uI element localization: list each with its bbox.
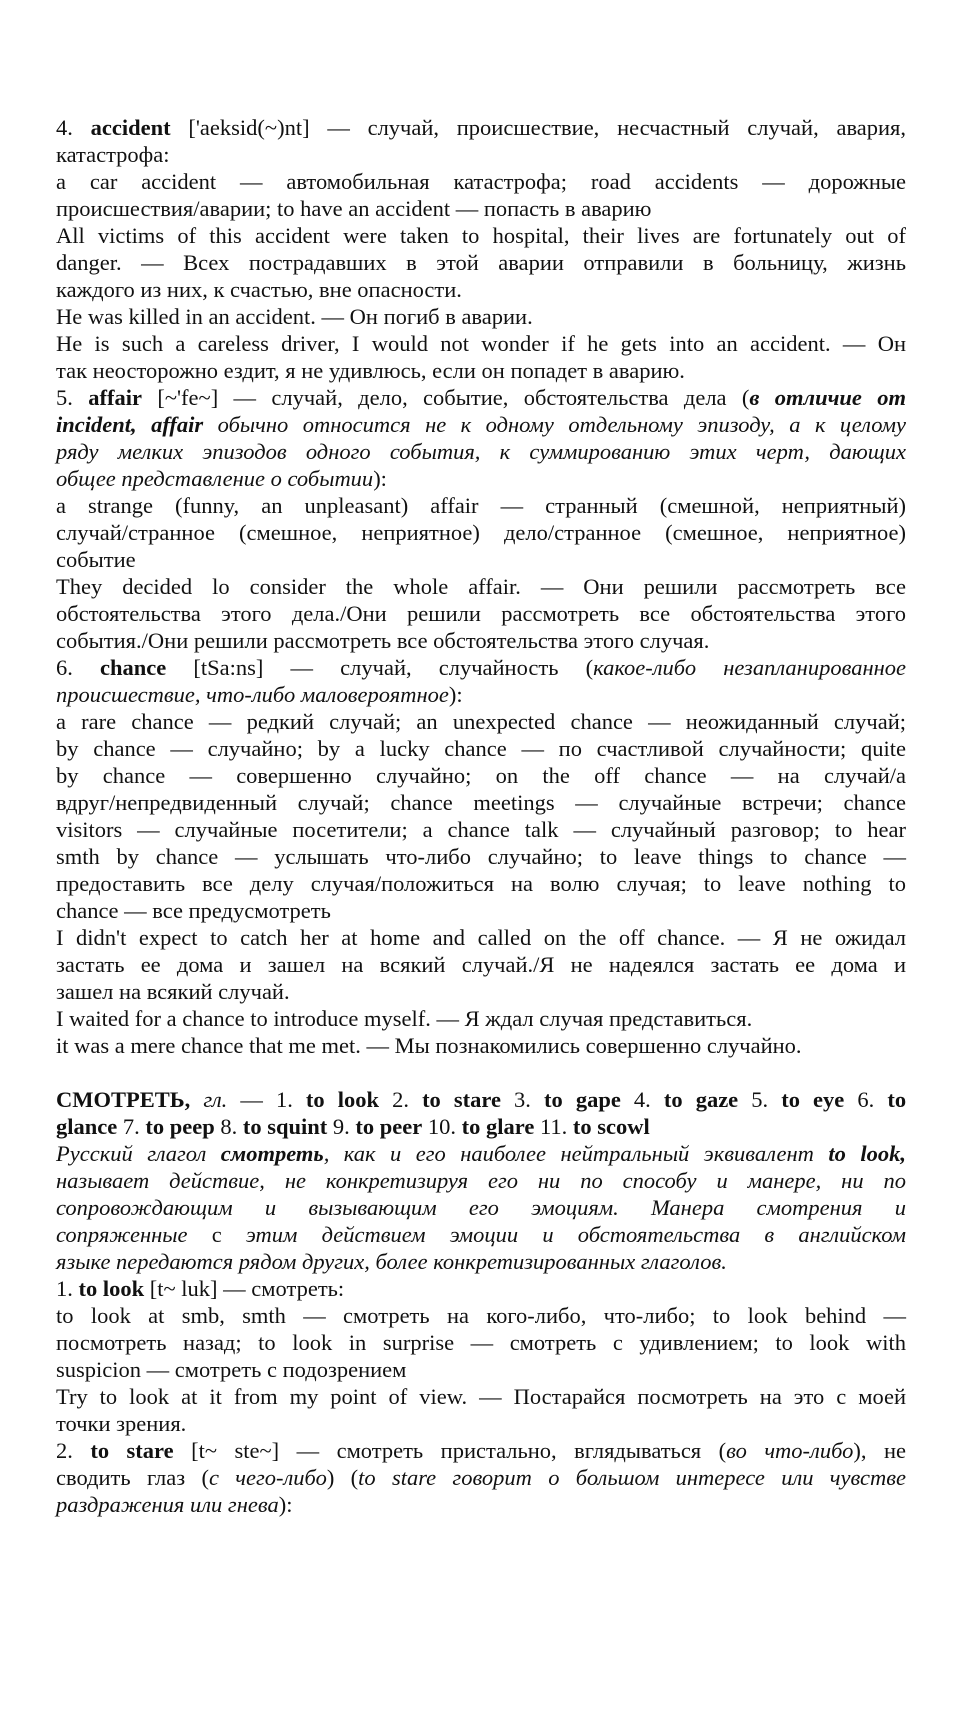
synonym-number: 7.	[117, 1114, 146, 1139]
synonym: to squint	[242, 1114, 328, 1139]
entry-to-look	[56, 1275, 906, 1437]
headword: to look	[78, 1276, 145, 1301]
intro-text: языке передаются рядом других, более конкретизированных глаголов.	[56, 1249, 727, 1274]
example-line: I didn't expect to catch her at home and called on the off chance. — Я не ожидал	[56, 925, 906, 950]
entry-number: 1.	[56, 1276, 73, 1301]
synonym-number: 10.	[422, 1114, 462, 1139]
phrase-line: случай/странное (смешное, неприятное) дело/странное (смешное, неприятное)	[56, 520, 906, 545]
usage-note: общее представление о событии	[56, 466, 374, 491]
entry-chance	[56, 654, 906, 1059]
usage-note: обычно относится не к одному отдельному эпизоду, а к целому	[203, 412, 906, 437]
example-line: They decided lo consider the whole affair. — Они решили рассмотреть все	[56, 574, 906, 599]
phrase-line: a rare chance — редкий случай; an unexpected chance — неожиданный случай;	[56, 709, 906, 734]
translation: [t~ ste~] — смотреть пристально, вглядываться (	[173, 1438, 727, 1463]
punctuation: ):	[448, 682, 463, 707]
synonym: to peer	[355, 1114, 423, 1139]
intro-text: сопровождающим и вызывающим его эмоциям. Манера смотрения и	[56, 1195, 906, 1220]
phrase-line: происшествия/аварии; to have an accident — попасть в аварию	[56, 196, 652, 221]
usage-note: какое-либо незапланированное	[593, 655, 907, 680]
intro-line	[56, 1194, 906, 1221]
entry-heading	[56, 114, 906, 141]
synonym-row	[56, 1113, 906, 1140]
example-line: danger. — Всех пострадавших в этой аварии отправили в больницу, жизнь	[56, 250, 906, 275]
headword: chance	[100, 655, 167, 680]
synonym-number: — 1.	[227, 1087, 293, 1112]
entry-number: 2.	[56, 1438, 73, 1463]
usage-note: с чего-либо	[208, 1465, 327, 1490]
usage-note: to stare говорит о большом интересе или чувстве	[358, 1465, 906, 1490]
example-line: точки зрения.	[56, 1411, 187, 1436]
entry-heading	[56, 384, 906, 411]
intro-term: смотреть	[220, 1141, 324, 1166]
entry-heading	[56, 1437, 906, 1464]
punctuation: ):	[278, 1492, 293, 1517]
usage-note: происшествие, что-либо маловероятное	[56, 682, 449, 707]
entry-number: 6.	[56, 655, 73, 680]
entry-heading	[56, 1275, 906, 1302]
translation: ), не	[853, 1438, 906, 1463]
intro-line	[56, 1167, 906, 1194]
headword: to stare	[90, 1438, 174, 1463]
intro-text: называет действие, не конкретизируя его ни по способу и манере, ни по	[56, 1168, 906, 1193]
intro-line	[56, 1221, 906, 1248]
synonym-number: 6.	[844, 1087, 888, 1112]
entry-to-stare	[56, 1437, 906, 1518]
example-line: события./Они решили рассмотреть все обстоятельства этого случая.	[56, 628, 710, 653]
usage-note: раздражения или гнева	[56, 1492, 279, 1517]
usage-note: ряду мелких эпизодов одного события, к суммированию этих черт, дающих	[56, 439, 906, 464]
intro-term: to look,	[828, 1141, 906, 1166]
synonym: to peep	[145, 1114, 215, 1139]
section-headword: СМОТРЕТЬ,	[56, 1087, 191, 1112]
example-line: He was killed in an accident. — Он погиб в аварии.	[56, 304, 533, 329]
usage-note-terms: incident, affair	[56, 412, 204, 437]
synonym: to gaze	[663, 1087, 739, 1112]
entry-affair	[56, 384, 906, 654]
synonym-number: 3.	[500, 1087, 544, 1112]
synonym: to stare	[422, 1087, 501, 1112]
synonym: to scowl	[572, 1114, 650, 1139]
entry-number: 4.	[56, 115, 73, 140]
intro-text: этим действием эмоции и обстоятельства в английском	[221, 1222, 906, 1247]
entry-number: 5.	[56, 385, 73, 410]
phrase-line: by chance — случайно; by a lucky chance — по счастливой случайности; quite	[56, 736, 906, 761]
synonym-number: 5.	[738, 1087, 782, 1112]
translation-cont: катастрофа:	[56, 142, 170, 167]
example-line: He is such a careless driver, I would not wonder if he gets into an accident. — Он	[56, 331, 906, 356]
translation: ['aeksid(~)nt] — случай, происшествие, несчастный случай, авария,	[188, 115, 907, 140]
usage-note-line	[56, 681, 906, 708]
usage-note-line	[56, 438, 906, 465]
synonym: to gape	[544, 1087, 621, 1112]
phrase-line: to look at smb, smth — смотреть на кого-либо, что-либо; to look behind —	[56, 1303, 906, 1328]
phrase-line: событие	[56, 547, 136, 572]
headword: affair	[88, 385, 142, 410]
translation: [t~ luk] — смотреть:	[144, 1276, 345, 1301]
synonym-number: 2.	[379, 1087, 423, 1112]
example-line: обстоятельства этого дела./Они решили рассмотреть все обстоятельства этого	[56, 601, 906, 626]
synonym-number: 4.	[620, 1087, 664, 1112]
entry-accident	[56, 114, 906, 384]
synonym: to eye	[781, 1087, 845, 1112]
translation: ) (	[326, 1465, 359, 1490]
intro-line	[56, 1248, 906, 1275]
translation-line	[56, 1464, 906, 1491]
usage-note: в отличие от	[749, 385, 906, 410]
intro-text: сопряженные	[56, 1222, 212, 1247]
usage-note: во что-либо	[726, 1438, 854, 1463]
intro-text: Русский глагол	[56, 1141, 221, 1166]
example-line: it was a mere chance that me met. — Мы познакомились совершенно случайно.	[56, 1033, 802, 1058]
phrase-line: предоставить все делу случая/положиться на волю случая; to leave nothing to	[56, 871, 906, 896]
synonym-number: 8.	[214, 1114, 243, 1139]
example-line: All victims of this accident were taken to hospital, their lives are fortunately out of	[56, 223, 906, 248]
example-line: Try to look at it from my point of view. — Постарайся посмотреть на это с моей	[56, 1384, 906, 1409]
example-line: застать ее дома и зашел на всякий случай./Я не надеялся застать ее дома и	[56, 952, 906, 977]
phrase-line: a strange (funny, an unpleasant) affair — странный (смешной, неприятный)	[56, 493, 906, 518]
example-line: так неосторожно ездит, я не удивлюсь, если он попадет в аварию.	[56, 358, 685, 383]
phrase-line: a car accident — автомобильная катастрофа; road accidents — дорожные	[56, 169, 906, 194]
usage-note-line	[56, 411, 906, 438]
punctuation: ):	[373, 466, 387, 491]
part-of-speech: гл.	[203, 1087, 228, 1112]
intro-line	[56, 1140, 906, 1167]
synonym: to	[887, 1087, 907, 1112]
usage-note-line	[56, 1491, 906, 1518]
example-line: I waited for a chance to introduce myself. — Я ждал случая представиться.	[56, 1006, 753, 1031]
synonym-number: 11.	[534, 1114, 573, 1139]
phrase-line: suspicion — смотреть с подозрением	[56, 1357, 407, 1382]
phrase-line: посмотреть назад; to look in surprise — смотреть с удивлением; to look with	[56, 1330, 906, 1355]
phrase-line: visitors — случайные посетители; a chance talk — случайный разговор; to hear	[56, 817, 906, 842]
translation: [~'fe~] — случай, дело, событие, обстоятельства дела (	[157, 385, 750, 410]
headword: accident	[90, 115, 171, 140]
translation: [tSa:ns] — случай, случайность (	[193, 655, 594, 680]
section-gap	[56, 1059, 906, 1086]
phrase-line: chance — все предусмотреть	[56, 898, 331, 923]
intro-text: , как и его наиболее нейтральный эквивалент	[323, 1141, 829, 1166]
phrase-line: by chance — совершенно случайно; on the off chance — на случай/а	[56, 763, 906, 788]
synonym: to glare	[461, 1114, 535, 1139]
synonym: glance	[56, 1114, 118, 1139]
phrase-line: вдруг/непредвиденный случай; chance meetings — случайные встречи; chance	[56, 790, 906, 815]
dictionary-page	[56, 114, 906, 1518]
translation: сводить глаз (	[56, 1465, 209, 1490]
intro-text: с	[211, 1222, 222, 1247]
synonym-row-heading	[56, 1086, 906, 1113]
synonym-number: 9.	[327, 1114, 356, 1139]
entry-heading	[56, 654, 906, 681]
example-line: каждого из них, к счастью, вне опасности.	[56, 277, 462, 302]
usage-note-line	[56, 465, 906, 492]
entry-smotret	[56, 1086, 906, 1275]
example-line: зашел на всякий случай.	[56, 979, 290, 1004]
synonym: to look	[305, 1087, 380, 1112]
phrase-line: smth by chance — услышать что-либо случайно; to leave things to chance —	[56, 844, 906, 869]
